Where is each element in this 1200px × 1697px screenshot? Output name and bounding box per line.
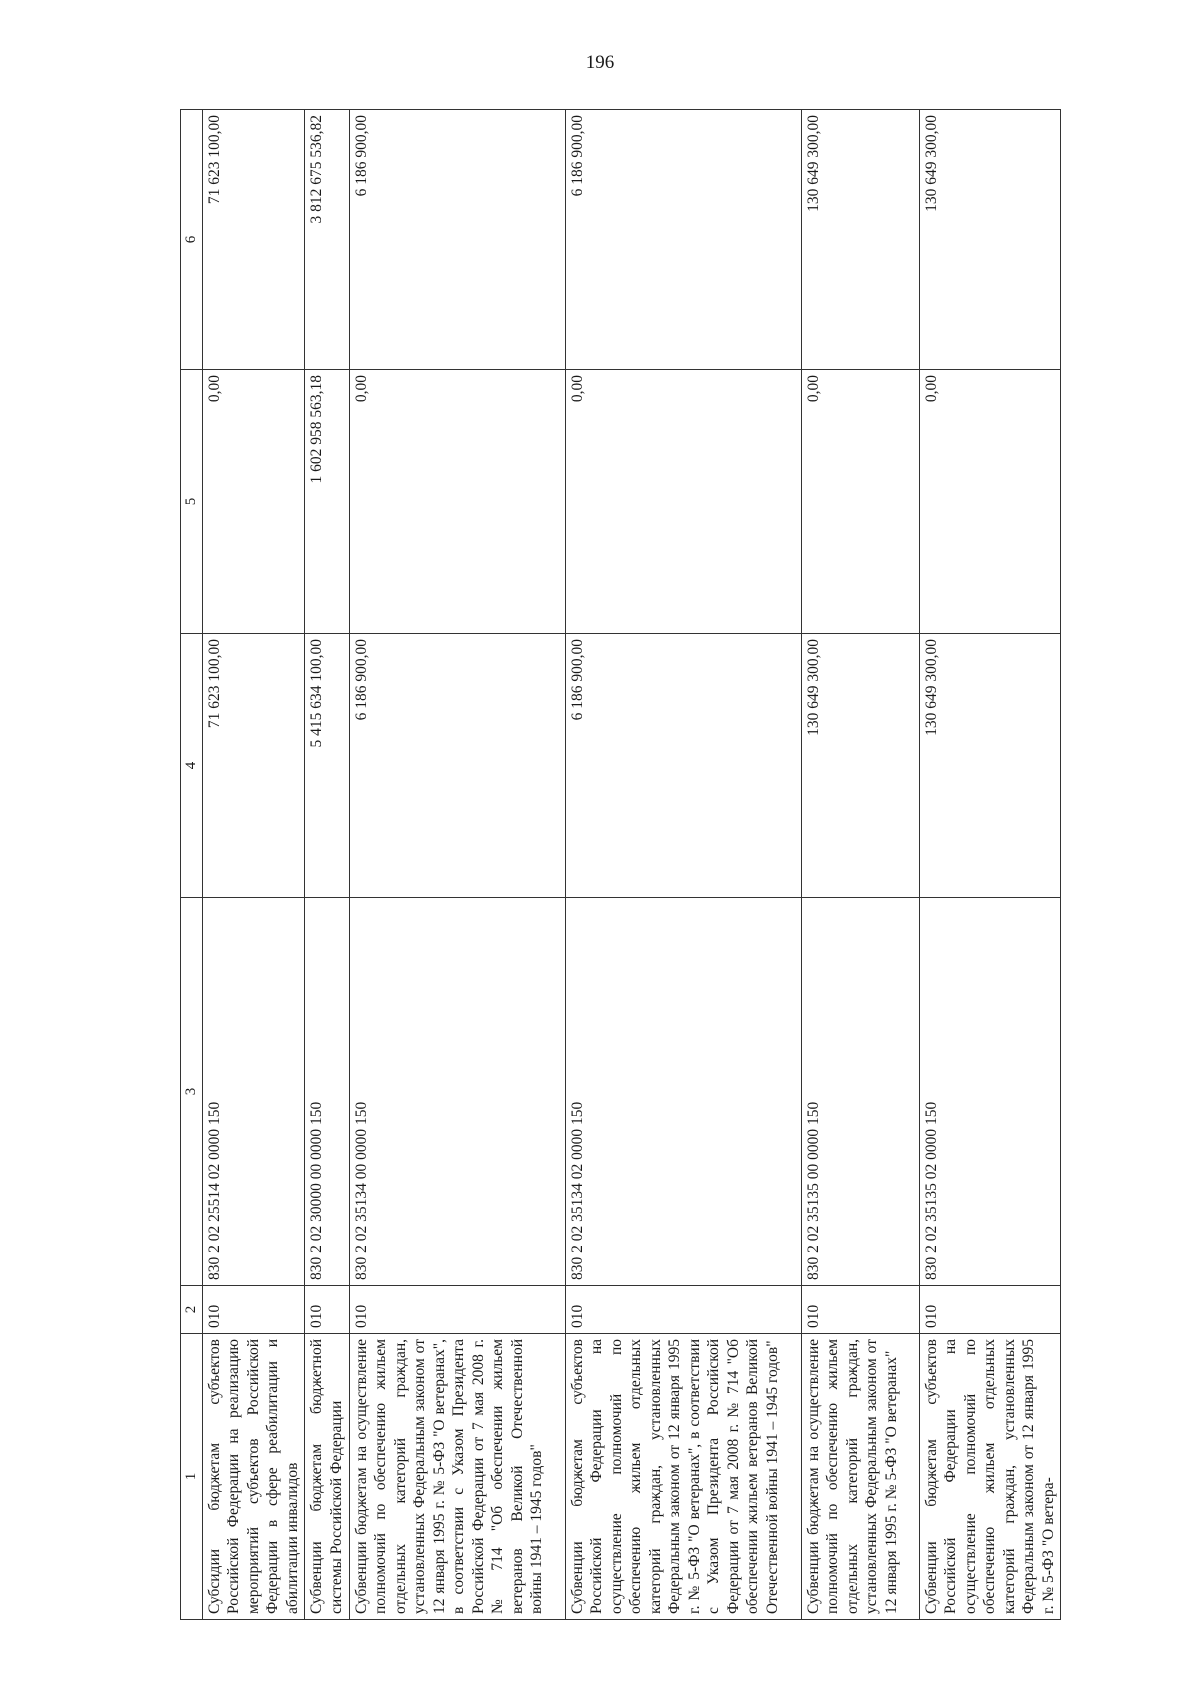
row-col4-amount: 71 623 100,00 [202,634,305,898]
row-col4-amount: 6 186 900,00 [565,634,801,898]
row-admin-code: 010 [801,1286,919,1334]
row-admin-code: 010 [349,1286,565,1334]
row-col6-amount: 3 812 675 536,82 [305,110,349,370]
row-col6-amount: 130 649 300,00 [919,110,1061,370]
table-row [565,110,801,1620]
row-name: Субвенции бюджетам субъектов Российской Федерации на осуществление полномочий по обеспечению жильем отдельных категорий граждан, установленных Федеральным законом от 12 января 1995 г. № 5-ФЗ "О ветера- [919,1334,1061,1620]
row-name: Субвенции бюджетам на осуществление полномочий по обеспечению жильем отдельных категорий граждан, установленных Федеральным законом от 12 января 1995 г. № 5-ФЗ "О ветеранах" [801,1334,919,1620]
header-col-4: 4 [181,634,203,898]
table-row [801,110,919,1620]
row-col4-amount: 130 649 300,00 [919,634,1061,898]
row-col5-amount: 0,00 [919,370,1061,634]
row-admin-code: 010 [565,1286,801,1334]
row-admin-code: 010 [305,1286,349,1334]
row-col6-amount: 71 623 100,00 [202,110,305,370]
header-col-2: 2 [181,1286,203,1334]
table-row [305,110,349,1620]
row-admin-code: 010 [919,1286,1061,1334]
row-col5-amount: 0,00 [202,370,305,634]
header-row [181,110,203,1620]
header-col-6: 6 [181,110,203,370]
header-col-1: 1 [181,1334,203,1620]
table-row [349,110,565,1620]
row-admin-code: 010 [202,1286,305,1334]
page-number: 196 [585,52,615,73]
row-col5-amount: 0,00 [801,370,919,634]
row-col6-amount: 6 186 900,00 [565,110,801,370]
rotated-table-wrapper [180,110,1100,1620]
row-budget-code: 830 2 02 30000 00 0000 150 [305,898,349,1286]
row-col4-amount: 5 415 634 100,00 [305,634,349,898]
table-row [202,110,305,1620]
row-col5-amount: 0,00 [565,370,801,634]
row-name: Субсидии бюджетам субъектов Российской Федерации на реализацию мероприятий субъектов Российской Федерации в сфере реабилитации и абилитации инвалидов [202,1334,305,1620]
row-col5-amount: 0,00 [349,370,565,634]
row-col5-amount: 1 602 958 563,18 [305,370,349,634]
table-row [919,110,1061,1620]
row-col6-amount: 6 186 900,00 [349,110,565,370]
row-col4-amount: 6 186 900,00 [349,634,565,898]
row-budget-code: 830 2 02 35135 00 0000 150 [801,898,919,1286]
row-budget-code: 830 2 02 35135 02 0000 150 [919,898,1061,1286]
row-col4-amount: 130 649 300,00 [801,634,919,898]
row-name: Субвенции бюджетам бюджетной системы Российской Федерации [305,1334,349,1620]
row-budget-code: 830 2 02 35134 00 0000 150 [349,898,565,1286]
row-name: Субвенции бюджетам субъектов Российской Федерации на осуществление полномочий по обеспечению жильем отдельных категорий граждан, установленных Федеральным законом от 12 января 1995 г. № 5-ФЗ "О ветеранах", в соответствии с Указом Президента Российской Федерации от 7 мая 2008 г. № 714 "Об обеспечении жильем ветеранов Великой Отечественной войны 1941 – 1945 годов" [565,1334,801,1620]
header-col-3: 3 [181,898,203,1286]
row-budget-code: 830 2 02 25514 02 0000 150 [202,898,305,1286]
budget-table [180,109,1061,1620]
header-col-5: 5 [181,370,203,634]
row-budget-code: 830 2 02 35134 02 0000 150 [565,898,801,1286]
rotated-table-area [180,110,1100,1620]
row-col6-amount: 130 649 300,00 [801,110,919,370]
row-name: Субвенции бюджетам на осуществление полномочий по обеспечению жильем отдельных категорий граждан, установленных Федеральным законом от 12 января 1995 г. № 5-ФЗ "О ветеранах", в соответствии с Указом Президента Российской Федерации от 7 мая 2008 г. № 714 "Об обеспечении жильем ветеранов Великой Отечественной войны 1941 – 1945 годов" [349,1334,565,1620]
